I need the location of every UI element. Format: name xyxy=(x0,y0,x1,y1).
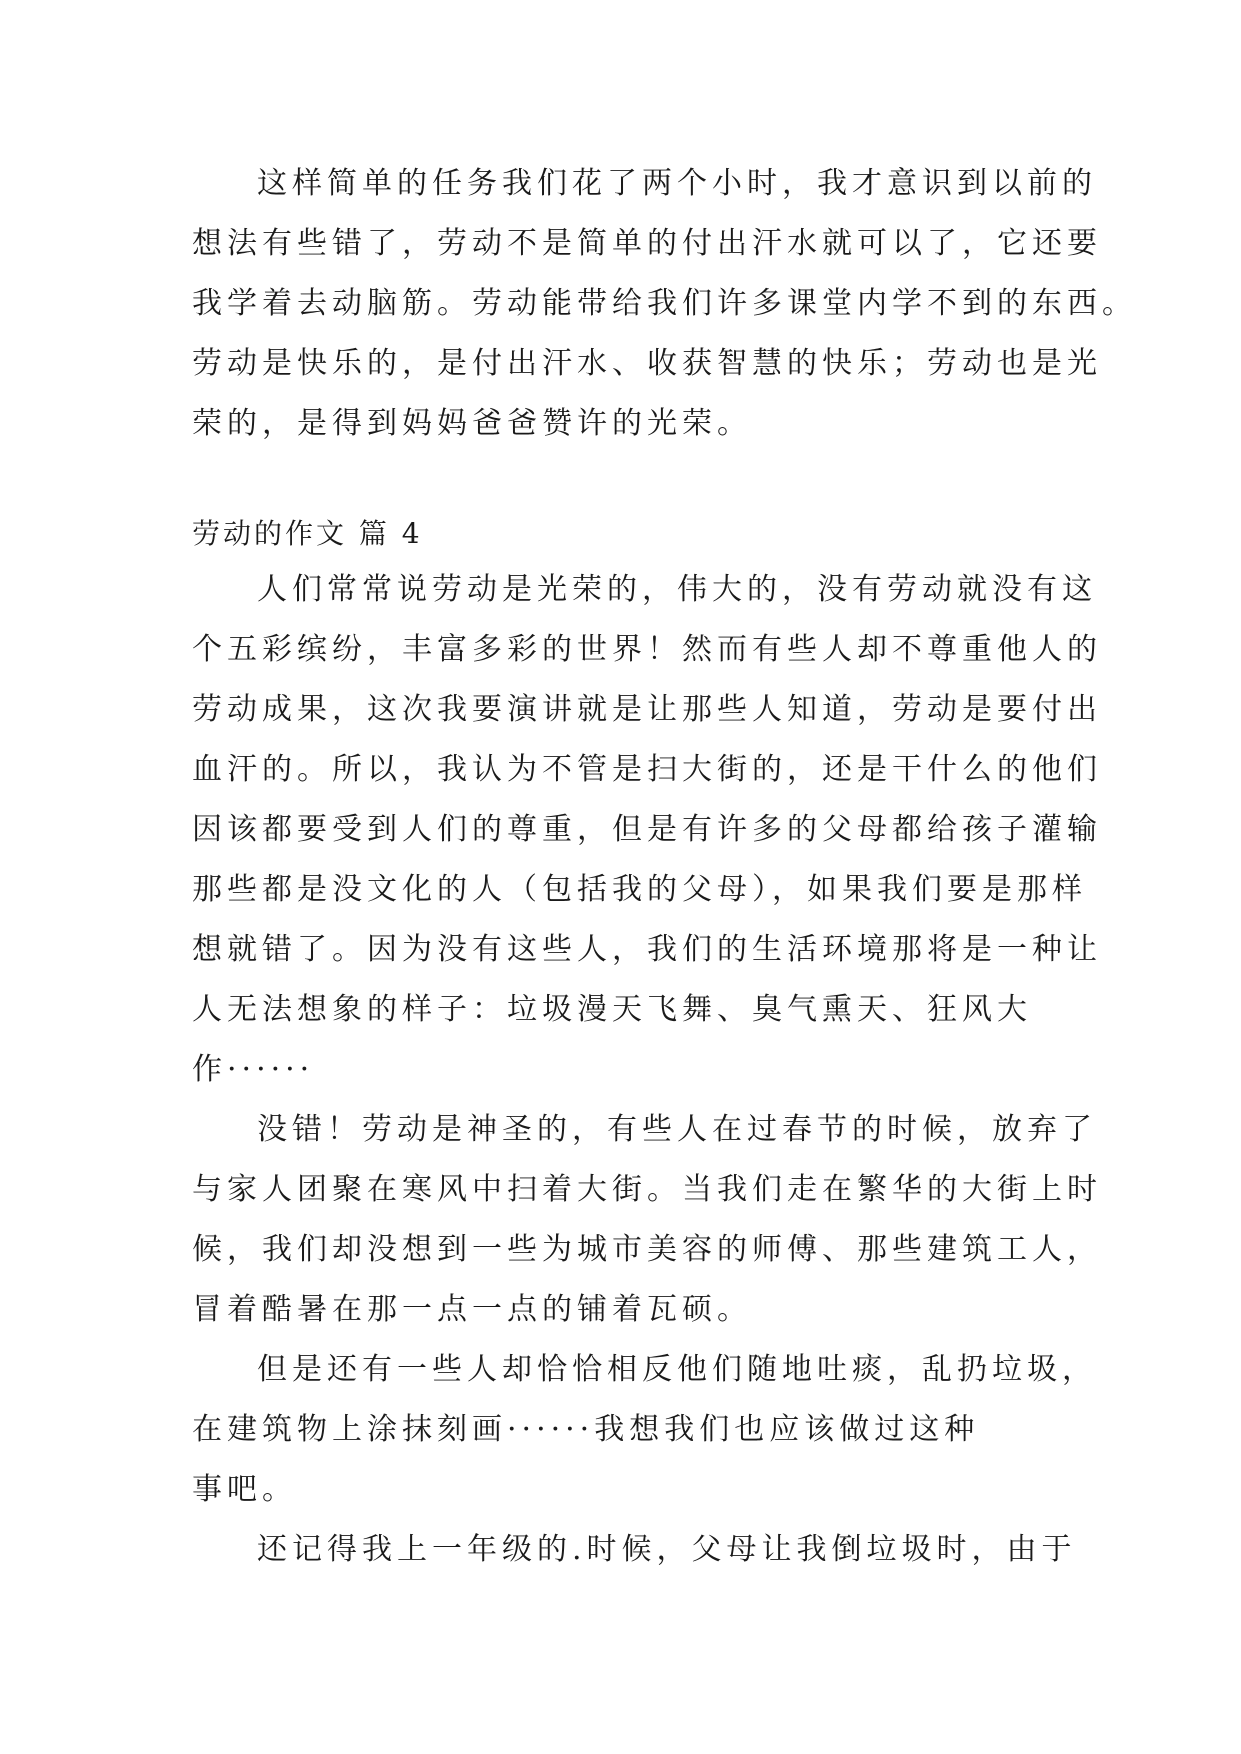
text-line: 作······ xyxy=(192,1052,315,1087)
text-line: 个五彩缤纷，丰富多彩的世界！然而有些人却不尊重他人的 xyxy=(192,632,1102,667)
text-line: 劳动是快乐的，是付出汗水、收获智慧的快乐；劳动也是光 xyxy=(192,346,1102,381)
text-line: 没错！劳动是神圣的，有些人在过春节的时候，放弃了 xyxy=(257,1112,1097,1147)
text-line: 血汗的。所以，我认为不管是扫大街的，还是干什么的他们 xyxy=(192,752,1102,787)
text-line: 我学着去动脑筋。劳动能带给我们许多课堂内学不到的东西。 xyxy=(192,286,1137,321)
text-line: 候，我们却没想到一些为城市美容的师傅、那些建筑工人， xyxy=(192,1232,1102,1267)
text-line: 人无法想象的样子：垃圾漫天飞舞、臭气熏天、狂风大 xyxy=(192,992,1032,1027)
text-line: 还记得我上一年级的.时候，父母让我倒垃圾时，由于 xyxy=(257,1532,1077,1567)
text-line: 想法有些错了，劳动不是简单的付出汗水就可以了，它还要 xyxy=(192,226,1102,261)
text-line: 与家人团聚在寒风中扫着大街。当我们走在繁华的大街上时 xyxy=(192,1172,1102,1207)
text-line: 冒着酷暑在那一点一点的铺着瓦硕。 xyxy=(192,1292,752,1327)
text-line: 那些都是没文化的人（包括我的父母），如果我们要是那样 xyxy=(192,872,1087,907)
text-line: 荣的，是得到妈妈爸爸赞许的光荣。 xyxy=(192,406,752,441)
text-line: 劳动成果，这次我要演讲就是让那些人知道，劳动是要付出 xyxy=(192,692,1102,727)
text-line: 想就错了。因为没有这些人，我们的生活环境那将是一种让 xyxy=(192,932,1102,967)
text-line: 人们常常说劳动是光荣的，伟大的，没有劳动就没有这 xyxy=(257,572,1097,607)
text-line: 但是还有一些人却恰恰相反他们随地吐痰，乱扔垃圾， xyxy=(257,1352,1097,1387)
text-line: 事吧。 xyxy=(192,1472,297,1507)
text-line: 在建筑物上涂抹刻画······我想我们也应该做过这种 xyxy=(192,1412,980,1447)
text-line: 这样简单的任务我们花了两个小时，我才意识到以前的 xyxy=(257,166,1097,201)
section-heading: 劳动的作文 篇 4 xyxy=(192,517,423,550)
text-line: 因该都要受到人们的尊重，但是有许多的父母都给孩子灌输 xyxy=(192,812,1102,847)
